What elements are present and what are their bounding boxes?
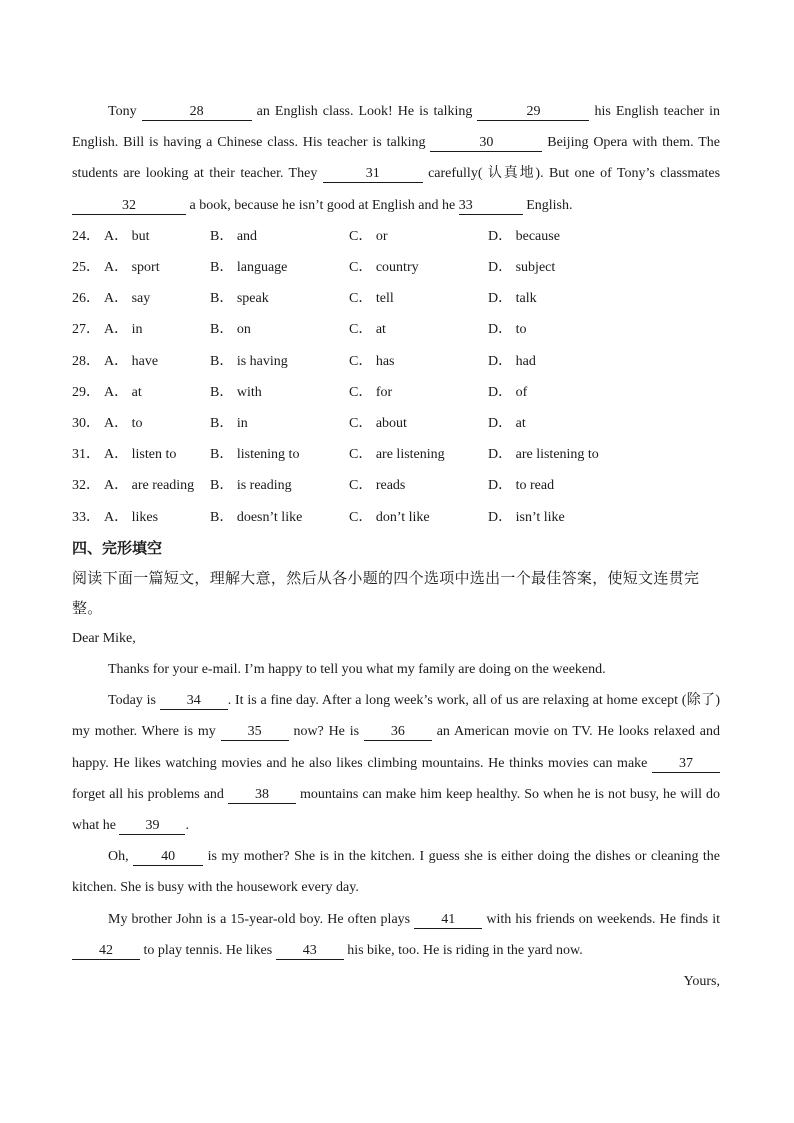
passage-cloze-28-33 xyxy=(72,96,720,221)
option-c: C． for xyxy=(349,384,393,400)
question-number: 27． xyxy=(72,322,100,338)
option-b: B． and xyxy=(210,228,258,244)
letter-paragraph-3 xyxy=(72,841,720,903)
section-instruction: 阅读下面一篇短文，理解大意，然后从各小题的四个选项中选出一个最佳答案，使短文连贯完整。 xyxy=(72,568,700,617)
question-number: 26． xyxy=(72,291,100,307)
blank-38: 38 xyxy=(228,787,296,804)
blank-43: 43 xyxy=(276,943,344,960)
question-number: 29． xyxy=(72,384,100,400)
letter-paragraph-4 xyxy=(72,904,720,966)
blank-31: 31 xyxy=(323,166,423,183)
question-number: 25． xyxy=(72,260,100,275)
option-c: C． are listening xyxy=(349,447,445,463)
question-row xyxy=(72,439,720,470)
option-c: C． tell xyxy=(349,291,394,307)
passage-text: carefully( 认真地). But one of Tony’s classmates xyxy=(428,166,721,182)
option-a: A． listen to xyxy=(104,447,177,463)
option-c: C． at xyxy=(349,322,386,338)
question-number: 28． xyxy=(72,353,100,369)
question-row xyxy=(72,314,720,345)
passage-text: Today is xyxy=(108,693,156,709)
blank-41: 41 xyxy=(414,912,482,929)
option-a: A． but xyxy=(104,228,150,244)
passage-text: to play tennis. He likes xyxy=(143,942,273,958)
option-b: B． is having xyxy=(210,353,288,369)
blank-28: 28 xyxy=(142,104,252,121)
blank-30: 30 xyxy=(430,135,542,152)
question-number: 32． xyxy=(72,478,100,494)
passage-text: his English teacher in English. Bill is having a Chinese class. His teacher is talking xyxy=(72,104,721,151)
passage-text: Oh, xyxy=(108,849,129,865)
letter-paragraph-1: Thanks for your e-mail. I’m happy to tell you what my family are doing on the weekend. xyxy=(108,661,606,677)
question-number: 24． xyxy=(72,228,100,244)
passage-text: an English class. Look! He is talking xyxy=(256,104,473,119)
blank-34: 34 xyxy=(160,693,228,710)
question-row xyxy=(72,502,720,533)
option-a: A． at xyxy=(104,384,142,400)
letter-closing: Yours, xyxy=(683,973,720,989)
option-c: C． about xyxy=(349,415,407,431)
option-c: C． has xyxy=(349,353,395,369)
option-a: A． in xyxy=(104,322,143,338)
option-c: C． don’t like xyxy=(349,509,430,525)
blank-42: 42 xyxy=(72,943,140,960)
blank-39: 39 xyxy=(119,818,185,835)
passage-text: a book, because he isn’t good at English and he xyxy=(189,197,456,213)
option-a: A． are reading xyxy=(104,478,195,494)
option-b: B． on xyxy=(210,322,251,338)
option-d: D． because xyxy=(488,228,560,244)
question-row xyxy=(72,252,720,283)
passage-text: . xyxy=(185,817,189,833)
option-d: D． isn’t like xyxy=(488,509,565,525)
option-b: B． listening to xyxy=(210,447,300,463)
passage-text: his bike, too. He is riding in the yard now. xyxy=(347,942,583,958)
option-d: D． are listening to xyxy=(488,447,599,463)
question-row xyxy=(72,346,720,377)
passage-text: is my mother? She is in the kitchen. I guess she is either doing the dishes or cleaning the kitchen. She is busy with the housework every day. xyxy=(72,849,721,896)
option-d: D． to xyxy=(488,322,527,338)
option-a: A． have xyxy=(104,353,159,369)
option-a: A． to xyxy=(104,415,143,431)
option-a: A． likes xyxy=(104,509,159,525)
question-number: 30． xyxy=(72,415,100,431)
option-d: D． subject xyxy=(488,260,556,275)
option-a: A． sport xyxy=(104,260,160,275)
blank-37: 37 xyxy=(652,756,720,773)
option-a: A． say xyxy=(104,291,151,307)
option-d: D． had xyxy=(488,353,536,369)
question-row xyxy=(72,408,720,439)
worksheet-page xyxy=(72,96,720,997)
passage-text: Tony xyxy=(108,104,137,119)
option-b: B． is reading xyxy=(210,478,292,494)
passage-text: My brother John is a 15-year-old boy. He often plays xyxy=(108,911,411,927)
option-d: D． talk xyxy=(488,291,537,307)
question-row xyxy=(72,221,720,252)
passage-text: an American movie on TV. He looks relaxed and happy. He likes watching movies and he also likes climbing mountains. He thinks movies can make xyxy=(72,724,720,771)
blank-36: 36 xyxy=(364,724,432,741)
passage-text: English. xyxy=(526,197,573,213)
blank-32: 32 xyxy=(72,198,186,215)
option-b: B． speak xyxy=(210,291,269,307)
question-row xyxy=(72,470,720,501)
blank-40: 40 xyxy=(133,849,203,866)
letter-paragraph-2 xyxy=(72,685,720,841)
blank-35: 35 xyxy=(221,724,289,741)
passage-text: mountains can make him keep healthy. So when he is not busy, he will do what he xyxy=(72,786,721,833)
section-heading: 四、完形填空 xyxy=(72,538,163,557)
question-row xyxy=(72,283,720,314)
option-d: D． to read xyxy=(488,478,555,494)
passage-text: forget all his problems and xyxy=(72,786,224,802)
option-b: B． in xyxy=(210,415,248,431)
option-d: D． at xyxy=(488,415,526,431)
blank-33: 33 xyxy=(459,198,523,215)
passage-text: with his friends on weekends. He finds it xyxy=(486,911,720,927)
question-row xyxy=(72,377,720,408)
option-b: B． doesn’t like xyxy=(210,509,303,525)
option-b: B． with xyxy=(210,384,262,400)
option-c: C． reads xyxy=(349,478,406,494)
question-number: 31． xyxy=(72,447,100,463)
option-b: B． language xyxy=(210,260,288,275)
option-c: C． or xyxy=(349,228,388,244)
question-number: 33． xyxy=(72,509,100,525)
option-d: D． of xyxy=(488,384,528,400)
option-c: C． country xyxy=(349,260,419,275)
passage-text: now? He is xyxy=(293,724,360,740)
passage-text: Beijing Opera with them. The students are looking at their teacher. They xyxy=(72,135,721,182)
question-list xyxy=(72,221,720,533)
blank-29: 29 xyxy=(477,104,589,121)
passage-text: . It is a fine day. After a long week’s work, all of us are relaxing at home except (除了) my mother. Where is my xyxy=(72,693,720,740)
letter-salutation: Dear Mike, xyxy=(72,630,136,646)
